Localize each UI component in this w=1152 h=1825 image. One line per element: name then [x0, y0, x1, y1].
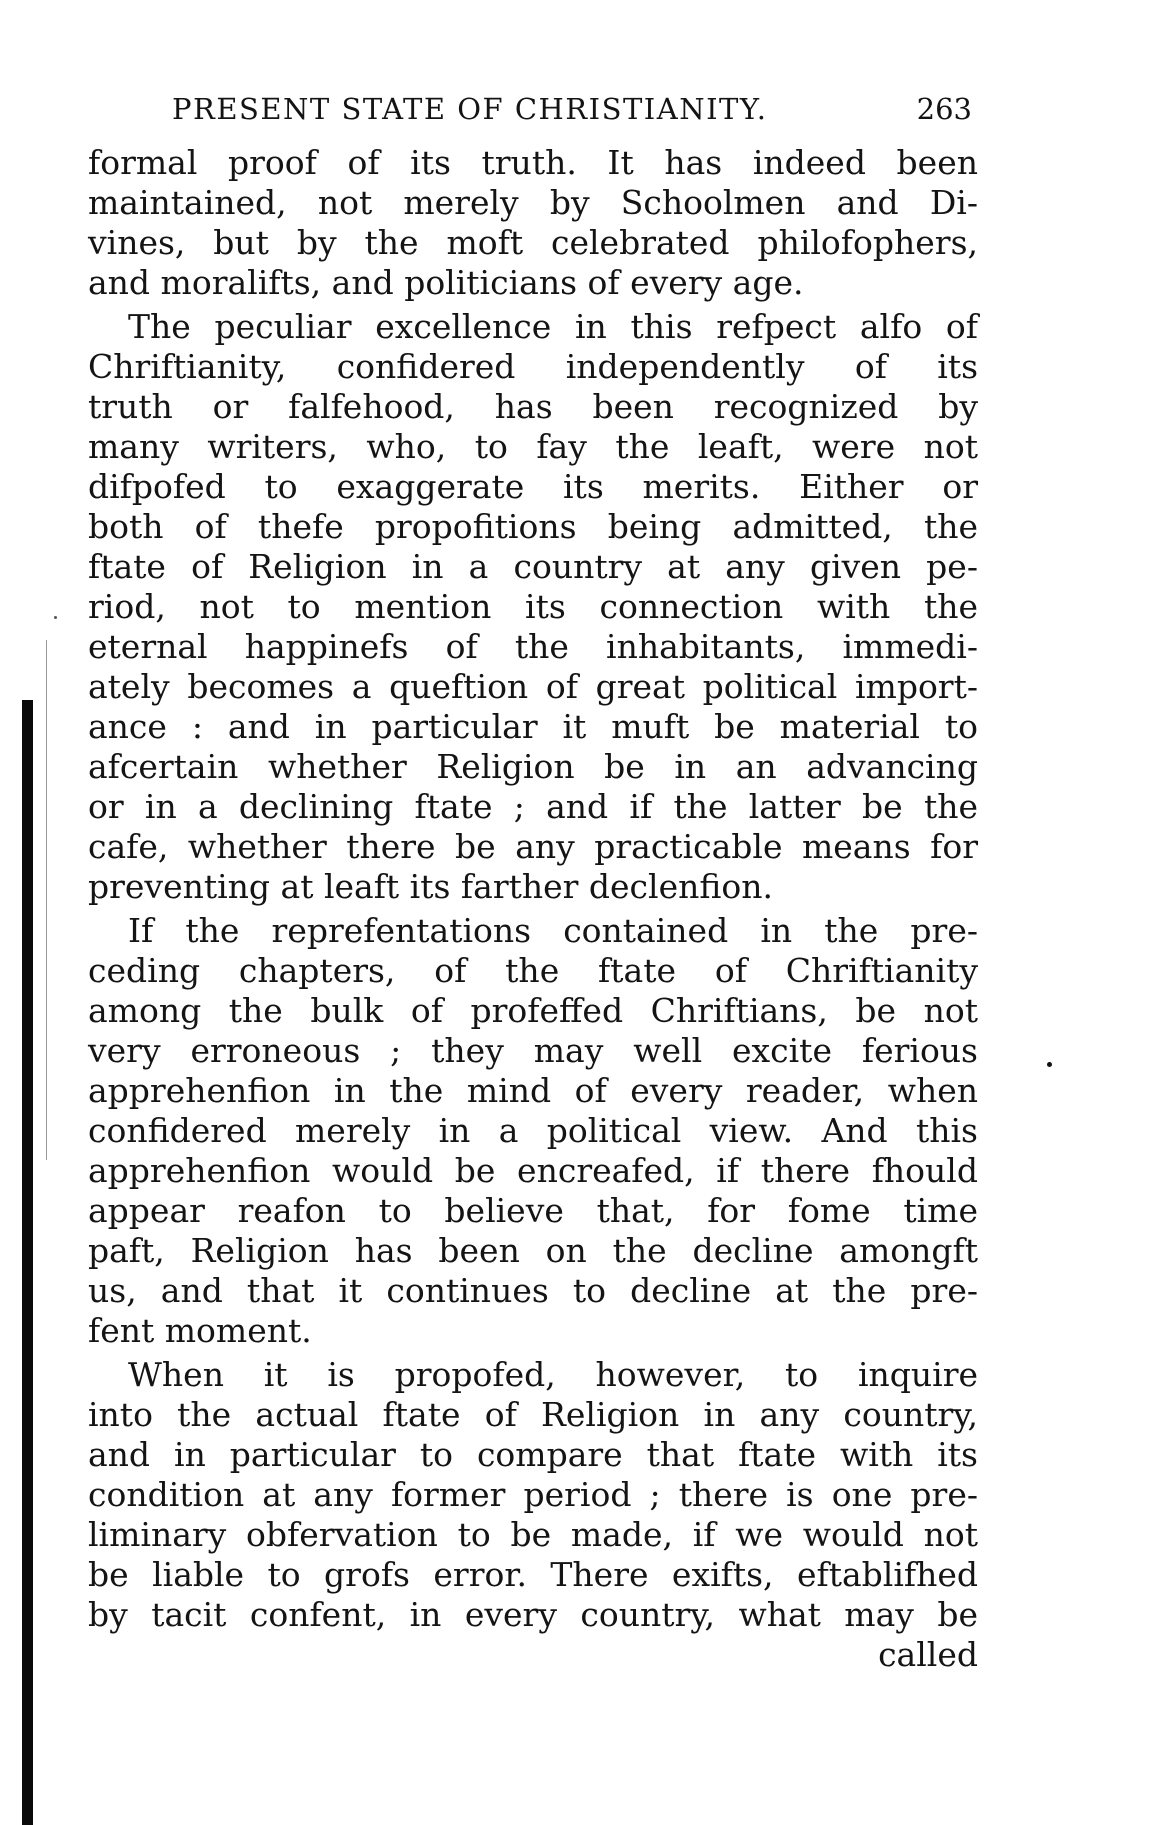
text-line: us, and that it continues to decline at the pre-: [88, 1271, 978, 1310]
text-line: be liable to grofs error. There exifts, eftablifhed: [88, 1555, 978, 1594]
text-line: eternal happinefs of the inhabitants, immedi-: [88, 627, 978, 666]
ink-speck: [54, 616, 57, 619]
text-line: vines, but by the moft celebrated philofophers,: [88, 223, 978, 262]
paragraph: [88, 143, 978, 303]
text-line: both of thefe propofitions being admitted, the: [88, 507, 978, 546]
text-line: The peculiar excellence in this refpect alfo of: [128, 307, 978, 346]
text-line: and moralifts, and politicians of every age.: [88, 263, 804, 302]
text-line: into the actual ftate of Religion in any country,: [88, 1395, 978, 1434]
paragraph: [88, 911, 978, 1351]
paragraph: [88, 1355, 978, 1635]
text-line: paft, Religion has been on the decline amongft: [88, 1231, 978, 1270]
text-line: riod, not to mention its connection with the: [88, 587, 978, 626]
page-number: 263: [916, 92, 972, 126]
text-line: If the reprefentations contained in the pre-: [128, 911, 978, 950]
text-line: cafe, whether there be any practicable means for: [88, 827, 978, 866]
text-line: ftate of Religion in a country at any given pe-: [88, 547, 978, 586]
text-line: When it is propofed, however, to inquire: [128, 1355, 978, 1394]
ink-speck: [1047, 1062, 1052, 1067]
page-gutter-shadow: [22, 700, 33, 1825]
text-line: condition at any former period ; there is one pre-: [88, 1475, 978, 1514]
text-line: apprehenfion in the mind of every reader, when: [88, 1071, 978, 1110]
text-line: or in a declining ftate ; and if the latter be the: [88, 787, 978, 826]
text-line: ance : and in particular it muft be material to: [88, 707, 978, 746]
text-line: appear reafon to believe that, for fome time: [88, 1191, 978, 1230]
text-line: fent moment.: [88, 1311, 312, 1350]
text-line: truth or falfehood, has been recognized by: [88, 387, 978, 426]
text-line: ately becomes a queftion of great political import-: [88, 667, 978, 706]
text-line: confidered merely in a political view. And this: [88, 1111, 978, 1150]
text-line: and in particular to compare that ftate with its: [88, 1435, 978, 1474]
body-text: [88, 143, 978, 1675]
text-line: very erroneous ; they may well excite ferious: [88, 1031, 978, 1070]
catchword: called: [878, 1635, 978, 1674]
text-line: difpofed to exaggerate its merits. Either or: [88, 467, 978, 506]
text-line: liminary obfervation to be made, if we would not: [88, 1515, 978, 1554]
text-line: apprehenfion would be encreafed, if there fhould: [88, 1151, 978, 1190]
text-line: ceding chapters, of the ftate of Chriftianity: [88, 951, 978, 990]
text-line: Chriftianity, confidered independently of its: [88, 347, 978, 386]
page-gutter-line: [46, 640, 47, 1160]
text-line: afcertain whether Religion be in an advancing: [88, 747, 978, 786]
text-line: among the bulk of profeffed Chriftians, be not: [88, 991, 978, 1030]
running-title: PRESENT STATE OF CHRISTIANITY.: [172, 92, 768, 126]
text-line: many writers, who, to fay the leaft, were not: [88, 427, 978, 466]
text-line: preventing at leaft its farther declenfion.: [88, 867, 773, 906]
paragraph: [88, 307, 978, 907]
text-line: by tacit confent, in every country, what may be: [88, 1595, 978, 1634]
text-line: maintained, not merely by Schoolmen and Di-: [88, 183, 978, 222]
text-line: formal proof of its truth. It has indeed been: [88, 143, 978, 182]
page-header: [172, 92, 972, 132]
